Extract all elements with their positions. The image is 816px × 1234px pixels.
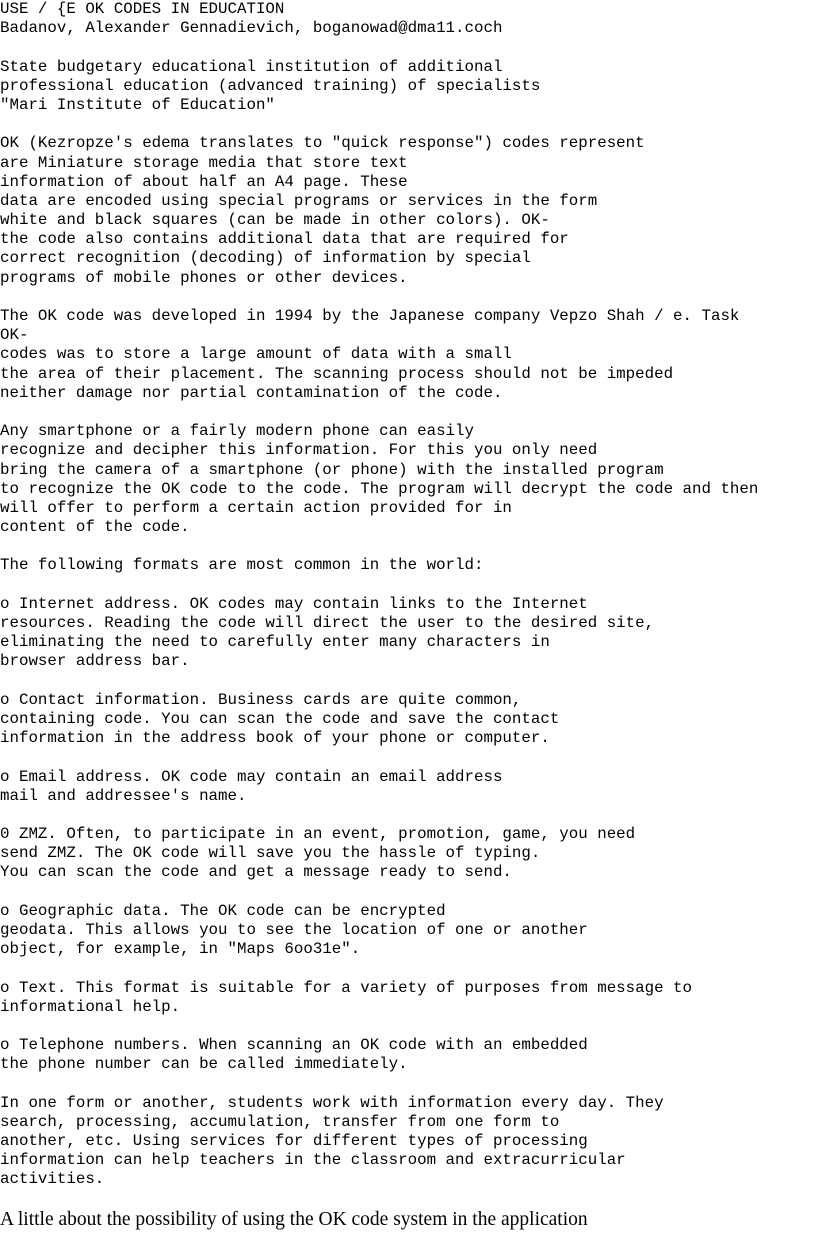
text-line: codes was to store a large amount of data with a small — [0, 345, 512, 364]
text-line: the code also contains additional data that are required for — [0, 230, 569, 249]
text-line: The OK code was developed in 1994 by the Japanese company Vepzo Shah / e. Task — [0, 307, 740, 325]
blank-line — [0, 959, 758, 978]
text-line: are Miniature storage media that store text — [0, 153, 408, 172]
text-line: activities. — [0, 1170, 105, 1189]
text-line: USE / {E OK CODES IN EDUCATION — [0, 0, 285, 18]
blank-line — [0, 537, 758, 556]
blank-line — [0, 1075, 758, 1094]
text-line: State budgetary educational institution of additional — [0, 57, 503, 76]
blank-line — [0, 883, 758, 902]
blank-line — [0, 806, 758, 825]
text-line: data are encoded using special programs or services in the form — [0, 191, 598, 210]
text-line: another, etc. Using services for different types of processing — [0, 1132, 588, 1151]
text-line: professional education (advanced training) of specialists — [0, 76, 541, 95]
text-line: object, for example, in "Maps 6oo31e". — [0, 940, 361, 959]
text-line: 0 ZMZ. Often, to participate in an event, promotion, game, you need — [0, 825, 636, 844]
text-line: o Internet address. OK codes may contain links to the Internet — [0, 594, 588, 613]
text-line: geodata. This allows you to see the location of one or another — [0, 921, 588, 939]
blank-line — [0, 38, 758, 57]
text-line: containing code. You can scan the code and save the contact — [0, 709, 560, 728]
text-line: information in the address book of your phone or computer. — [0, 729, 550, 748]
text-line: o Text. This format is suitable for a variety of purposes from message to — [0, 978, 693, 997]
text-line: mail and addressee's name. — [0, 786, 247, 805]
blank-line — [0, 576, 758, 595]
text-line: the area of their placement. The scanning process should not be impeded — [0, 364, 674, 383]
text-line: the phone number can be called immediately. — [0, 1055, 408, 1074]
text-line: o Geographic data. The OK code can be encrypted — [0, 901, 446, 920]
text-line: resources. Reading the code will direct the user to the desired site, — [0, 614, 655, 632]
text-line: Badanov, Alexander Gennadievich, boganowad@dma11.coch — [0, 19, 503, 38]
text-line: You can scan the code and get a message ready to send. — [0, 863, 512, 882]
blank-line — [0, 403, 758, 422]
text-line: o Contact information. Business cards are quite common, — [0, 690, 522, 709]
text-line: The following formats are most common in the world: — [0, 556, 484, 575]
text-line: search, processing, accumulation, transfer from one form to — [0, 1112, 560, 1131]
blank-line — [0, 1017, 758, 1036]
text-line: browser address bar. — [0, 652, 190, 671]
text-line: "Mari Institute of Education" — [0, 95, 275, 114]
text-line: o Email address. OK code may contain an email address — [0, 767, 503, 786]
text-line: to recognize the OK code to the code. The program will decrypt the code and then — [0, 479, 759, 498]
text-line: white and black squares (can be made in other colors). OK- — [0, 211, 550, 230]
text-line: Any smartphone or a fairly modern phone can easily — [0, 422, 474, 441]
text-line: send ZMZ. The OK code will save you the hassle of typing. — [0, 844, 541, 863]
text-line: correct recognition (decoding) of information by special — [0, 249, 531, 268]
text-line: o Telephone numbers. When scanning an OK code with an embedded — [0, 1036, 588, 1055]
blank-line — [0, 748, 758, 767]
section-heading: A little about the possibility of using the OK code system in the application — [0, 1209, 588, 1230]
text-line: OK (Kezropze's edema translates to "quick response") codes represent — [0, 134, 645, 153]
text-line: recognize and decipher this information. For this you only need — [0, 441, 598, 460]
blank-line — [0, 115, 758, 134]
text-line: eliminating the need to carefully enter many characters in — [0, 633, 550, 652]
text-line: In one form or another, students work with information every day. They — [0, 1093, 664, 1112]
text-line: information can help teachers in the classroom and extracurricular — [0, 1151, 626, 1170]
text-line: OK- — [0, 326, 29, 345]
text-line: programs of mobile phones or other devices. — [0, 268, 408, 287]
blank-line — [0, 288, 758, 307]
blank-line — [0, 672, 758, 691]
text-line: informational help. — [0, 997, 181, 1016]
text-line: will offer to perform a certain action provided for in — [0, 498, 512, 517]
text-line: content of the code. — [0, 518, 190, 537]
text-line: bring the camera of a smartphone (or phone) with the installed program — [0, 460, 664, 479]
text-line: information of about half an A4 page. These — [0, 172, 408, 191]
text-line: neither damage nor partial contamination of the code. — [0, 383, 503, 402]
